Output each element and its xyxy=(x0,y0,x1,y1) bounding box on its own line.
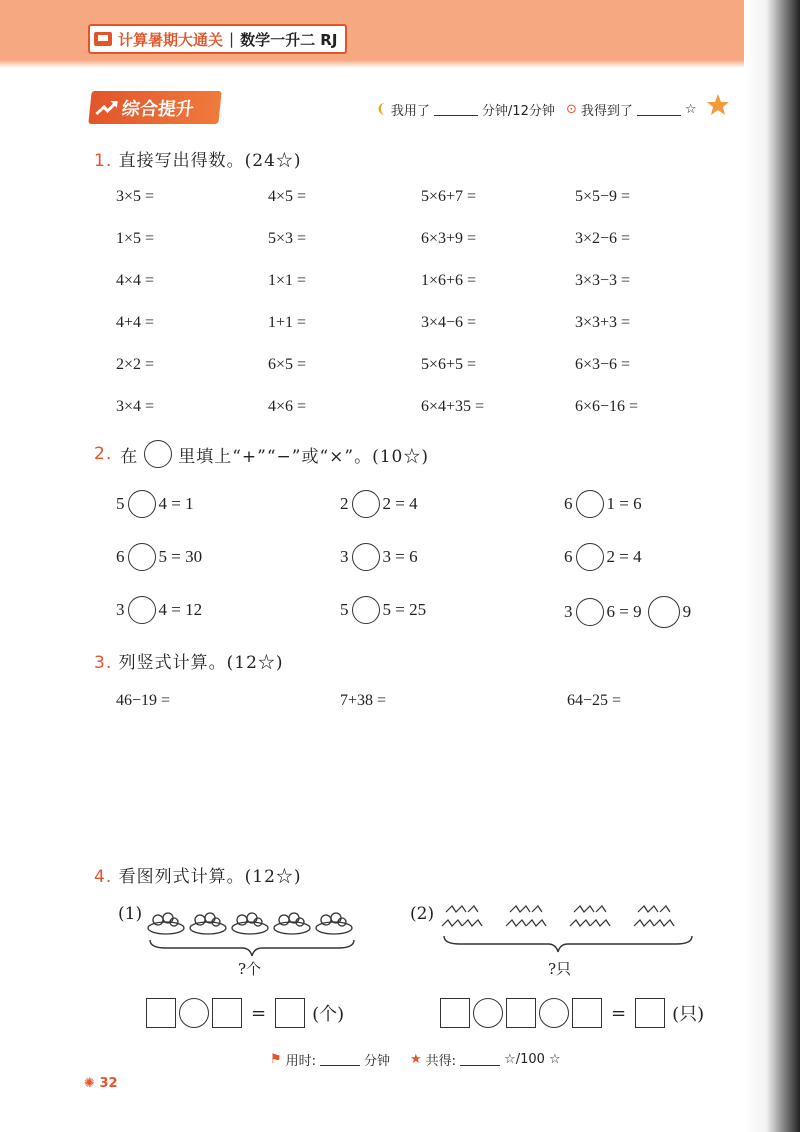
q2-number: 2. xyxy=(94,444,113,464)
q2-operand: 6 xyxy=(116,547,125,566)
operator-circle[interactable] xyxy=(352,490,380,518)
equals-sign: = xyxy=(611,1002,627,1024)
time-blank[interactable] xyxy=(434,103,478,116)
q2-rest: 2 = 4 xyxy=(382,494,418,513)
q1-expression: 2×2 = xyxy=(116,356,155,373)
q1-expression: 1×6+6 = xyxy=(421,272,477,289)
q1-expression: 1×5 = xyxy=(116,230,155,247)
footer-time xyxy=(270,1050,390,1069)
q1-expression: 3×4−6 = xyxy=(421,314,477,331)
q4-number: 4. xyxy=(94,867,113,887)
q1-expression: 6×3+9 = xyxy=(421,230,477,247)
trend-up-icon xyxy=(95,99,119,117)
q3-item: 7+38 = xyxy=(340,692,387,709)
footer-time-suffix: 分钟 xyxy=(364,1054,391,1069)
q3-number: 3. xyxy=(94,653,113,673)
equals-sign: = xyxy=(251,1002,267,1024)
q4-part1-question: ?个 xyxy=(238,960,262,978)
q2-operand: 9 xyxy=(682,602,692,621)
q2-rest: 3 = 6 xyxy=(382,547,418,566)
operator-circle[interactable] xyxy=(128,490,156,518)
unit-label: (只) xyxy=(672,1004,705,1025)
score-prefix: 我得到了 xyxy=(580,104,633,119)
page-number xyxy=(84,1076,118,1091)
q1-number: 1. xyxy=(94,151,113,171)
q4-part2-equation xyxy=(440,998,704,1028)
answer-box[interactable] xyxy=(506,998,536,1028)
answer-box[interactable] xyxy=(146,998,176,1028)
q1-title xyxy=(94,146,302,171)
q2-rest: 1 = 6 xyxy=(606,494,642,513)
operator-circle[interactable] xyxy=(128,596,156,624)
q2-text-b: 里填上“+”“−”或“×”。(10☆) xyxy=(178,446,430,467)
q2-operand: 3 xyxy=(340,547,349,566)
q1-expression: 4+4 = xyxy=(116,314,155,331)
answer-box[interactable] xyxy=(275,998,305,1028)
q2-item xyxy=(116,490,194,518)
q2-item xyxy=(340,596,426,624)
series-title: 计算暑期大通关 xyxy=(118,30,224,49)
footer-time-blank[interactable] xyxy=(320,1053,360,1066)
score-suffix: ☆ xyxy=(684,102,697,117)
q1-expression: 5×5−9 = xyxy=(575,188,631,205)
q1-expression: 3×2−6 = xyxy=(575,230,631,247)
book-logo-icon xyxy=(94,32,112,46)
q4-part1-label: (1) xyxy=(118,904,143,924)
grade-label: 数学一升二 RJ xyxy=(240,30,338,49)
q3-item: 64−25 = xyxy=(567,692,622,709)
operator-circle[interactable] xyxy=(648,596,680,628)
unit-label: (个) xyxy=(312,1004,345,1025)
q2-title xyxy=(94,440,429,468)
page-edge-shadow xyxy=(744,0,800,1132)
operator-circle[interactable] xyxy=(352,596,380,624)
q1-expression: 4×5 = xyxy=(268,188,307,205)
operator-circle[interactable] xyxy=(576,490,604,518)
q2-item xyxy=(564,543,642,571)
q4-text: 看图列式计算。(12☆) xyxy=(118,867,302,887)
q2-item xyxy=(116,543,202,571)
page-number-text: 32 xyxy=(99,1076,118,1091)
swirl-icon: ✺ xyxy=(84,1076,95,1091)
q2-item xyxy=(116,596,202,624)
q3-item: 46−19 = xyxy=(116,692,171,709)
timer-suffix: 分钟/12分钟 xyxy=(481,104,555,119)
q1-expression: 6×6−16 = xyxy=(575,398,639,415)
footer-total-prefix: 共得: xyxy=(425,1054,457,1069)
header-fade xyxy=(0,60,800,68)
operator-circle[interactable] xyxy=(473,998,503,1028)
operator-circle[interactable] xyxy=(352,543,380,571)
q1-expression: 6×4+35 = xyxy=(421,398,485,415)
timer-prefix: 我用了 xyxy=(390,104,430,119)
q2-rest: 6 = 9 xyxy=(606,602,642,621)
q4-part2-question: ?只 xyxy=(548,960,572,978)
q2-operand: 2 xyxy=(340,494,349,513)
q1-expression: 3×3−3 = xyxy=(575,272,631,289)
q1-text: 直接写出得数。(24☆) xyxy=(118,151,302,171)
q1-expression: 1+1 = xyxy=(268,314,307,331)
q3-text: 列竖式计算。(12☆) xyxy=(118,653,284,673)
q2-text-a: 在 xyxy=(120,446,139,467)
operator-circle[interactable] xyxy=(128,543,156,571)
q2-operand: 5 xyxy=(116,494,125,513)
star-decoration-icon xyxy=(706,93,730,117)
q2-operand: 6 xyxy=(564,494,573,513)
time-record xyxy=(376,100,555,119)
q1-expression: 5×3 = xyxy=(268,230,307,247)
footer-time-prefix: 用时: xyxy=(285,1054,317,1069)
q1-expression: 3×5 = xyxy=(116,188,155,205)
operator-circle[interactable] xyxy=(576,543,604,571)
operator-circle[interactable] xyxy=(539,998,569,1028)
q2-rest: 5 = 25 xyxy=(382,600,427,619)
q3-title xyxy=(94,648,284,673)
q2-operand: 3 xyxy=(564,602,573,621)
section-title: 综合提升 xyxy=(120,98,195,120)
book-banner xyxy=(88,24,347,54)
q1-expression: 5×6+7 = xyxy=(421,188,477,205)
q1-expression: 5×6+5 = xyxy=(421,356,477,373)
q2-item xyxy=(340,543,418,571)
answer-box[interactable] xyxy=(635,998,665,1028)
q4-part1-equation xyxy=(146,998,344,1028)
basket-icon xyxy=(148,913,352,934)
bird-group-icon xyxy=(442,906,674,926)
answer-box[interactable] xyxy=(440,998,470,1028)
score-record xyxy=(566,100,697,119)
score-blank[interactable] xyxy=(637,103,681,116)
banner-separator: | xyxy=(229,30,235,48)
q2-item xyxy=(564,490,642,518)
q2-item xyxy=(340,490,418,518)
q2-title-circle xyxy=(144,440,172,468)
operator-circle[interactable] xyxy=(576,598,604,626)
answer-box[interactable] xyxy=(572,998,602,1028)
q4-title xyxy=(94,862,302,887)
q2-operand: 6 xyxy=(564,547,573,566)
star-icon: ★ xyxy=(410,1052,422,1067)
q1-expression: 3×4 = xyxy=(116,398,155,415)
q1-expression: 6×3−6 = xyxy=(575,356,631,373)
q4-part2-label: (2) xyxy=(410,904,435,924)
section-tag xyxy=(88,91,221,124)
q2-rest: 2 = 4 xyxy=(606,547,642,566)
footer-total-suffix: ☆/100 ☆ xyxy=(504,1052,561,1067)
q1-expression: 3×3+3 = xyxy=(575,314,631,331)
clock-icon: ❨ xyxy=(376,102,387,117)
flag-icon: ⚑ xyxy=(270,1052,282,1067)
q2-rest: 4 = 1 xyxy=(158,494,194,513)
q2-operand: 3 xyxy=(116,600,125,619)
operator-circle[interactable] xyxy=(179,998,209,1028)
q1-expression: 6×5 = xyxy=(268,356,307,373)
footer-total-blank[interactable] xyxy=(460,1053,500,1066)
footer-total xyxy=(410,1050,561,1069)
q1-expression: 1×1 = xyxy=(268,272,307,289)
q1-expression: 4×6 = xyxy=(268,398,307,415)
answer-box[interactable] xyxy=(212,998,242,1028)
check-circle-icon: ⊙ xyxy=(566,102,577,117)
q2-rest: 4 = 12 xyxy=(158,600,203,619)
q2-item xyxy=(564,596,691,628)
q1-expression: 4×4 = xyxy=(116,272,155,289)
q2-rest: 5 = 30 xyxy=(158,547,203,566)
q2-operand: 5 xyxy=(340,600,349,619)
